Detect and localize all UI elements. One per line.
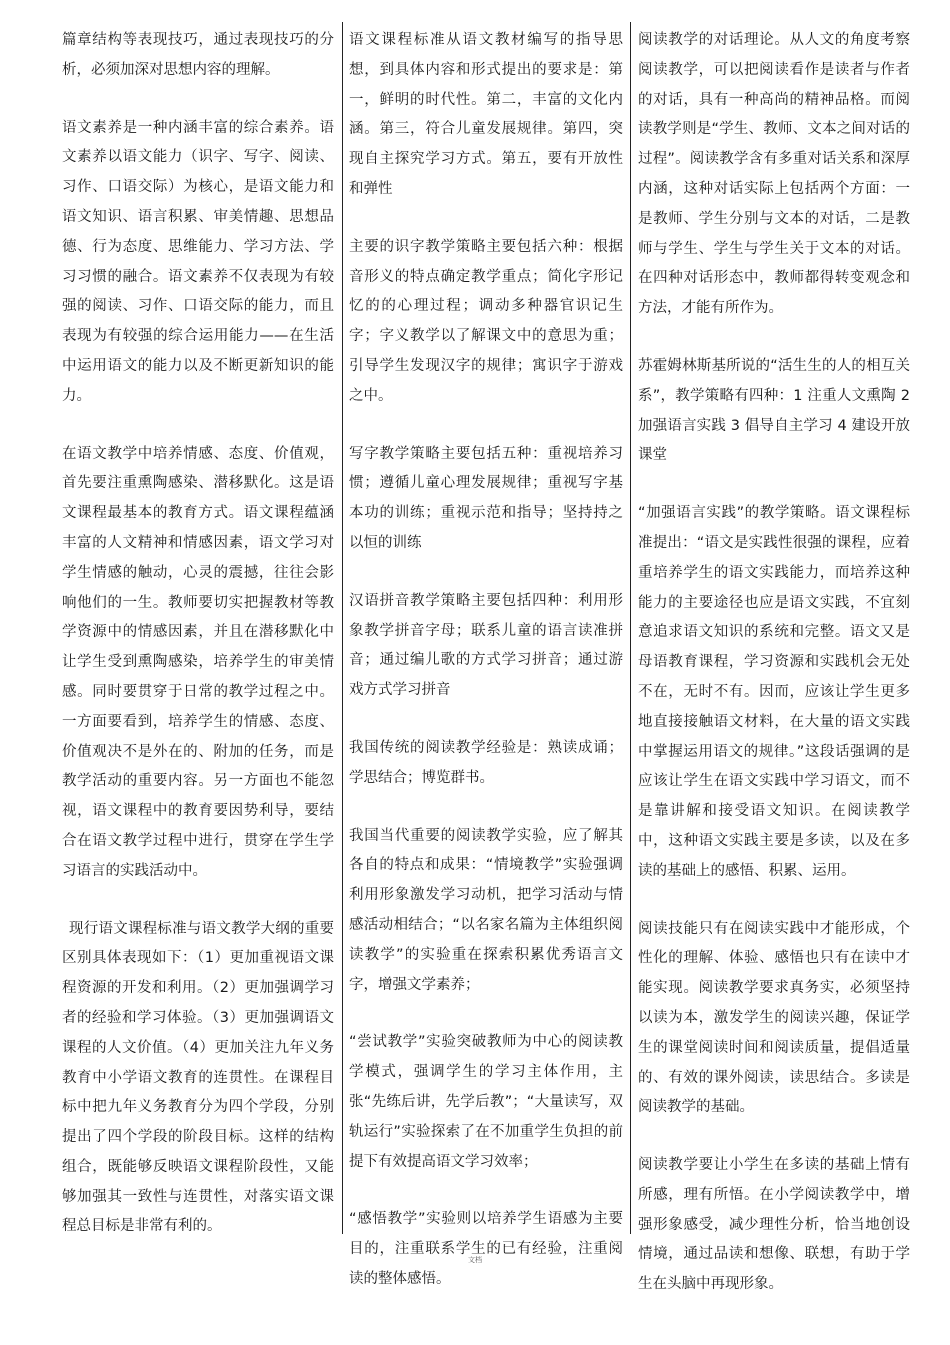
paragraph: 阅读教学的对话理论。从人文的角度考察阅读教学，可以把阅读看作是读者与作者的对话，具有一种高尚的精神品格。而阅读教学则是“学生、教师、文本之间对话的过程”。阅读教学含有多重对话关系和深厚内涵，这种对话实际上包括两个方面：一是教师、学生分别与文本的对话，二是教师与学生、学生与学生关于文本的对话。在四种对话形态中，教师都得转变观念和方法，才能有所作为。 — [638, 32, 910, 317]
page-footer: 文档 — [468, 1256, 482, 1264]
paragraph: 现行语文课程标准与语文教学大纲的重要区别具体表现如下：（1）更加重视语文课程资源的开发和利用。（2）更加强调学习者的经验和学习体验。（3）更加强调语文课程的人文价值。（4）更加关注九年义务教育中小学语文教育的连贯性。在课程目标中把九年义务教育分为四个学段，分别提出了四个学段的阶段目标。这样的结构组合，既能够反映语文课程阶段性，又能够加强其一致性与连贯性，对落实语文课程总目标是非常有利的。 — [62, 920, 334, 1235]
paragraph: “尝试教学”实验突破教师为中心的阅读教学模式，强调学生的学习主体作用，主张“先练后讲，先学后教”；“大量读写，双轨运行”实验探索了在不加重学生负担的前提下有效提高语文学习效率； — [349, 1034, 623, 1170]
paragraph: 汉语拼音教学策略主要包括四种：利用形象教学拼音字母；联系儿童的语言读准拼音；通过编儿歌的方式学习拼音；通过游戏方式学习拼音 — [349, 592, 623, 699]
paragraph: 阅读技能只有在阅读实践中才能形成，个性化的理解、体验、感悟也只有在读中才能实现。阅读教学要求真务实，必须坚持以读为本，激发学生的阅读兴趣，保证学生的课堂阅读时间和阅读质量，提倡适量的、有效的课外阅读，读思结合。多读是阅读教学的基础。 — [638, 920, 910, 1116]
paragraph: 语文素养是一种内涵丰富的综合素养。语文素养以语文能力（识字、写字、阅读、习作、口语交际）为核心，是语文能力和语文知识、语言积累、审美情趣、思想品德、行为态度、思维能力、学习方法、学习习惯的融合。语文素养不仅表现为有较强的阅读、习作、口语交际的能力，而且表现为有较强的综合运用能力——在生活中运用语文的能力以及不断更新知识的能力。 — [62, 119, 334, 404]
paragraph: “加强语言实践”的教学策略。语文课程标准提出：“语文是实践性很强的课程，应着重培养学生的语文实践能力，而培养这种能力的主要途径也应是语文实践，不宜刻意追求语文知识的系统和完整。语文又是母语教育课程，学习资源和实践机会无处不在，无时不有。因而，应该让学生更多地直接接触语文材料，在大量的语文实践中掌握运用语文的规律。”这段话强调的是应该让学生在语文实践中学习语文，而不是靠讲解和接受语文知识。在阅读教学中，这种语文实践主要是多读，以及在多读的基础上的感悟、积累、运用。 — [638, 505, 910, 879]
column-divider — [342, 22, 343, 1234]
paragraph: 阅读教学要让小学生在多读的基础上情有所感，理有所悟。在小学阅读教学中，增强形象感受，减少理性分析，恰当地创设情境，通过品读和想像、联想，有助于学生在头脑中再现形象。 — [638, 1157, 910, 1293]
column-divider — [630, 22, 631, 1234]
text-column-2 — [349, 26, 623, 1323]
paragraph: 语文课程标准从语文教材编写的指导思想，到具体内容和形式提出的要求是：第一，鲜明的时代性。第二，丰富的文化内涵。第三，符合儿童发展规律。第四，突现自主探究学习方式。第五，要有开放性和弹性 — [349, 32, 623, 197]
paragraph: 我国当代重要的阅读教学实验，应了解其各自的特点和成果：“情境教学”实验强调利用形象激发学习动机，把学习活动与情感活动相结合；“以名家名篇为主体组织阅读教学”的实验重在探索积累优秀语言文字，增强文学素养； — [349, 827, 623, 993]
paragraph: 主要的识字教学策略主要包括六种：根据音形义的特点确定教学重点；简化字形记忆的的心理过程；调动多种器官识记生字；字义教学以了解课文中的意思为重；引导学生发现汉字的规律；寓识字于游戏之中。 — [349, 238, 623, 404]
paragraph: “感悟教学”实验则以培养学生语感为主要目的，注重联系学生的已有经验，注重阅读的整体感悟。 — [349, 1211, 623, 1287]
text-column-1 — [62, 26, 334, 1270]
paragraph: 我国传统的阅读教学经验是：熟读成诵；学思结合；博览群书。 — [349, 739, 623, 786]
paragraph: 篇章结构等表现技巧，通过表现技巧的分析，必须加深对思想内容的理解。 — [62, 32, 334, 78]
paragraph: 写字教学策略主要包括五种：重视培养习惯；遵循儿童心理发展规律；重视写字基本功的训练；重视示范和指导；坚持持之以恒的训练 — [349, 445, 623, 551]
paragraph: 在语文教学中培养情感、态度、价值观，首先要注重熏陶感染、潜移默化。这是语文课程最基本的教育方式。语文课程蕴涵丰富的人文精神和情感因素，语文学习对学生情感的触动，心灵的震撼，往往会影响他们的一生。教师要切实把握教材等教学资源中的情感因素，并且在潜移默化中让学生受到熏陶感染，培养学生的审美情感。同时要贯穿于日常的教学过程之中。一方面要看到，培养学生的情感、态度、价值观决不是外在的、附加的任务，而是教学活动的重要内容。另一方面也不能忽视，语文课程中的教育要因势利导，要结合在语文教学过程中进行，贯穿在学生学习语言的实践活动中。 — [62, 445, 334, 879]
paragraph: 苏霍姆林斯基所说的“活生生的人的相互关系”，教学策略有四种：1 注重人文熏陶 2 加强语言实践 3 倡导自主学习 4 建设开放课堂 — [638, 357, 910, 464]
text-column-3 — [638, 26, 910, 1328]
